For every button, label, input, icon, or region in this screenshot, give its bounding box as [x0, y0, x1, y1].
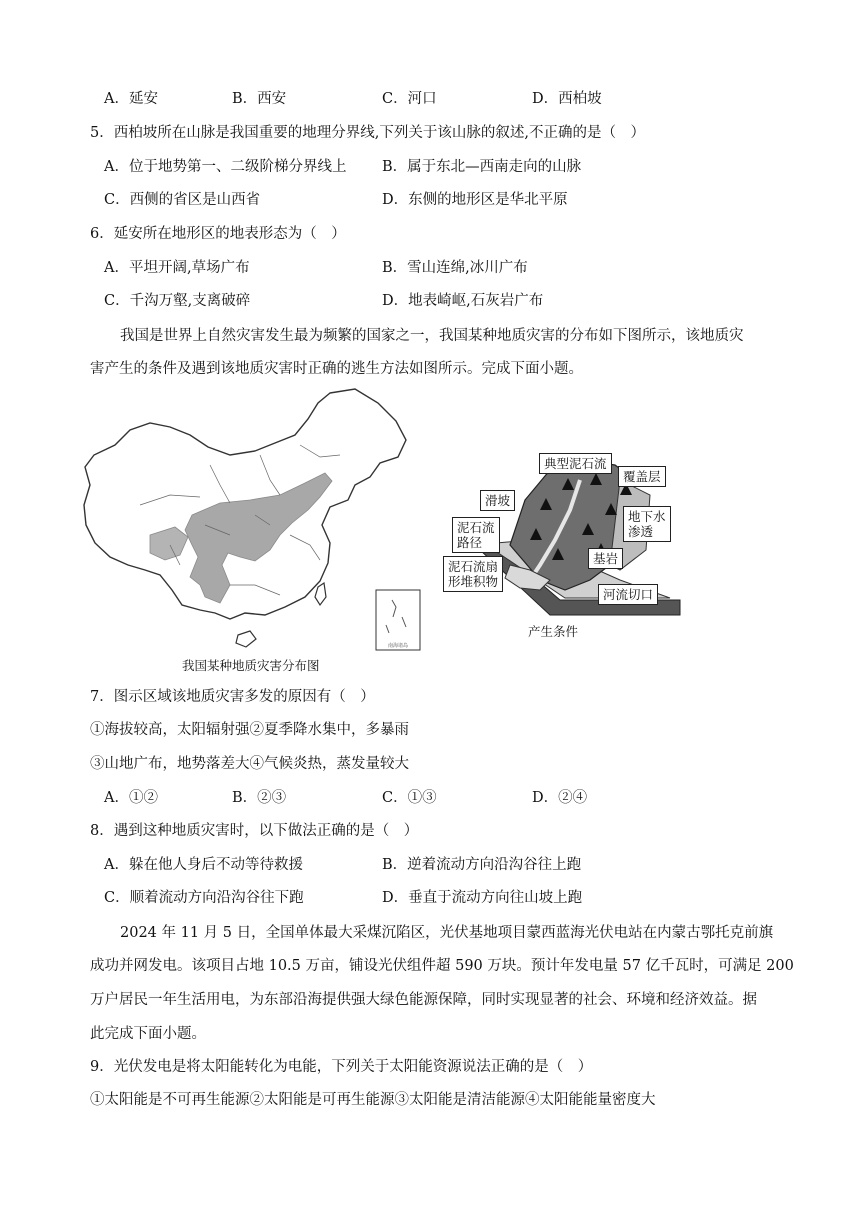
hainan-island — [236, 631, 256, 647]
label-groundwater-line2: 渗透 — [628, 524, 654, 539]
label-cover-layer: 覆盖层 — [618, 466, 666, 487]
q4-option-c: C．河口 — [382, 91, 437, 107]
q7-option-a: A．①② — [104, 790, 158, 806]
q8-option-d: D．垂直于流动方向往山坡上跑 — [382, 890, 583, 906]
q9-items: ①太阳能是不可再生能源②太阳能是可再生能源③太阳能是清洁能源④太阳能能量密度大 — [90, 1092, 656, 1108]
intro3-line4: 此完成下面小题。 — [90, 1026, 206, 1042]
q6-option-c: C．千沟万壑,支离破碎 — [104, 293, 251, 309]
intro3-line2: 成功并网发电。该项目占地 10.5 万亩，铺设光伏组件超 590 万块。预计年发电量 57 亿千瓦时，可满足 200 — [90, 958, 794, 974]
q5-option-c: C．西侧的省区是山西省 — [104, 192, 261, 208]
label-mudflow-path-line1: 泥石流 — [457, 520, 495, 535]
label-bedrock: 基岩 — [588, 548, 623, 569]
intro3-line1: 2024 年 11 月 5 日，全国单体最大采煤沉陷区，光伏基地项目蒙西蓝海光伏电站在内蒙古鄂托克前旗 — [120, 925, 774, 941]
q6-option-b: B．雪山连绵,冰川广布 — [382, 260, 528, 276]
label-typical-mudflow: 典型泥石流 — [539, 453, 612, 474]
q7-item1: ①海拔较高，太阳辐射强②夏季降水集中，多暴雨 — [90, 722, 409, 738]
q8-stem: 8．遇到这种地质灾害时，以下做法正确的是（ ） — [90, 823, 419, 839]
q9-stem: 9．光伏发电是将太阳能转化为电能，下列关于太阳能资源说法正确的是（ ） — [90, 1059, 593, 1075]
china-disaster-map — [80, 385, 430, 657]
q8-option-b: B．逆着流动方向沿沟谷往上跑 — [382, 857, 582, 873]
q5-stem: 5．西柏坡所在山脉是我国重要的地理分界线,下列关于该山脉的叙述,不正确的是（ ） — [90, 125, 645, 141]
intro2-line1: 我国是世界上自然灾害发生最为频繁的国家之一，我国某种地质灾害的分布如下图所示，该地质灾 — [120, 328, 744, 344]
label-mudflow-path — [452, 517, 500, 553]
q4-option-b: B．西安 — [232, 91, 287, 107]
q6-stem: 6．延安所在地形区的地表形态为（ ） — [90, 226, 346, 242]
q5-option-a: A．位于地势第一、二级阶梯分界线上 — [104, 159, 347, 175]
taiwan-island — [315, 583, 326, 605]
q7-item2: ③山地广布，地势落差大④气候炎热，蒸发量较大 — [90, 756, 409, 772]
label-mudflow-fan-line1: 泥石流扇 — [448, 559, 499, 574]
intro3-line3: 万户居民一年生活用电，为东部沿海提供强大绿色能源保障，同时实现显著的社会、环境和经济效益。据 — [90, 992, 757, 1008]
q6-option-d: D．地表崎岖,石灰岩广布 — [382, 293, 544, 309]
q7-option-c: C．①③ — [382, 790, 437, 806]
label-river-cut: 河流切口 — [598, 584, 658, 605]
label-mudflow-fan — [443, 556, 503, 592]
south-sea-inset-label: 南海诸岛 — [387, 643, 409, 649]
map-caption: 我国某种地质灾害分布图 — [182, 658, 320, 673]
label-groundwater-line1: 地下水 — [628, 509, 666, 524]
q4-option-d: D．西柏坡 — [532, 91, 602, 107]
q5-option-d: D．东侧的地形区是华北平原 — [382, 192, 568, 208]
label-groundwater — [623, 506, 671, 542]
q5-option-b: B．属于东北—西南走向的山脉 — [382, 159, 582, 175]
q8-option-c: C．顺着流动方向沿沟谷往下跑 — [104, 890, 304, 906]
q8-option-a: A．躲在他人身后不动等待救援 — [104, 857, 303, 873]
label-mudflow-path-line2: 路径 — [457, 535, 483, 550]
label-mudflow-fan-line2: 形堆积物 — [448, 574, 499, 589]
q7-option-d: D．②④ — [532, 790, 588, 806]
south-sea-inset — [376, 590, 420, 650]
q7-stem: 7．图示区域该地质灾害多发的原因有（ ） — [90, 689, 375, 705]
intro2-line2: 害产生的条件及遇到该地质灾害时正确的逃生方法如图所示。完成下面小题。 — [90, 361, 583, 377]
q7-option-b: B．②③ — [232, 790, 287, 806]
diagram-caption: 产生条件 — [528, 624, 579, 639]
label-landslide: 滑坡 — [480, 490, 515, 511]
q4-option-a: A．延安 — [104, 91, 158, 107]
q6-option-a: A．平坦开阔,草场广布 — [104, 260, 250, 276]
